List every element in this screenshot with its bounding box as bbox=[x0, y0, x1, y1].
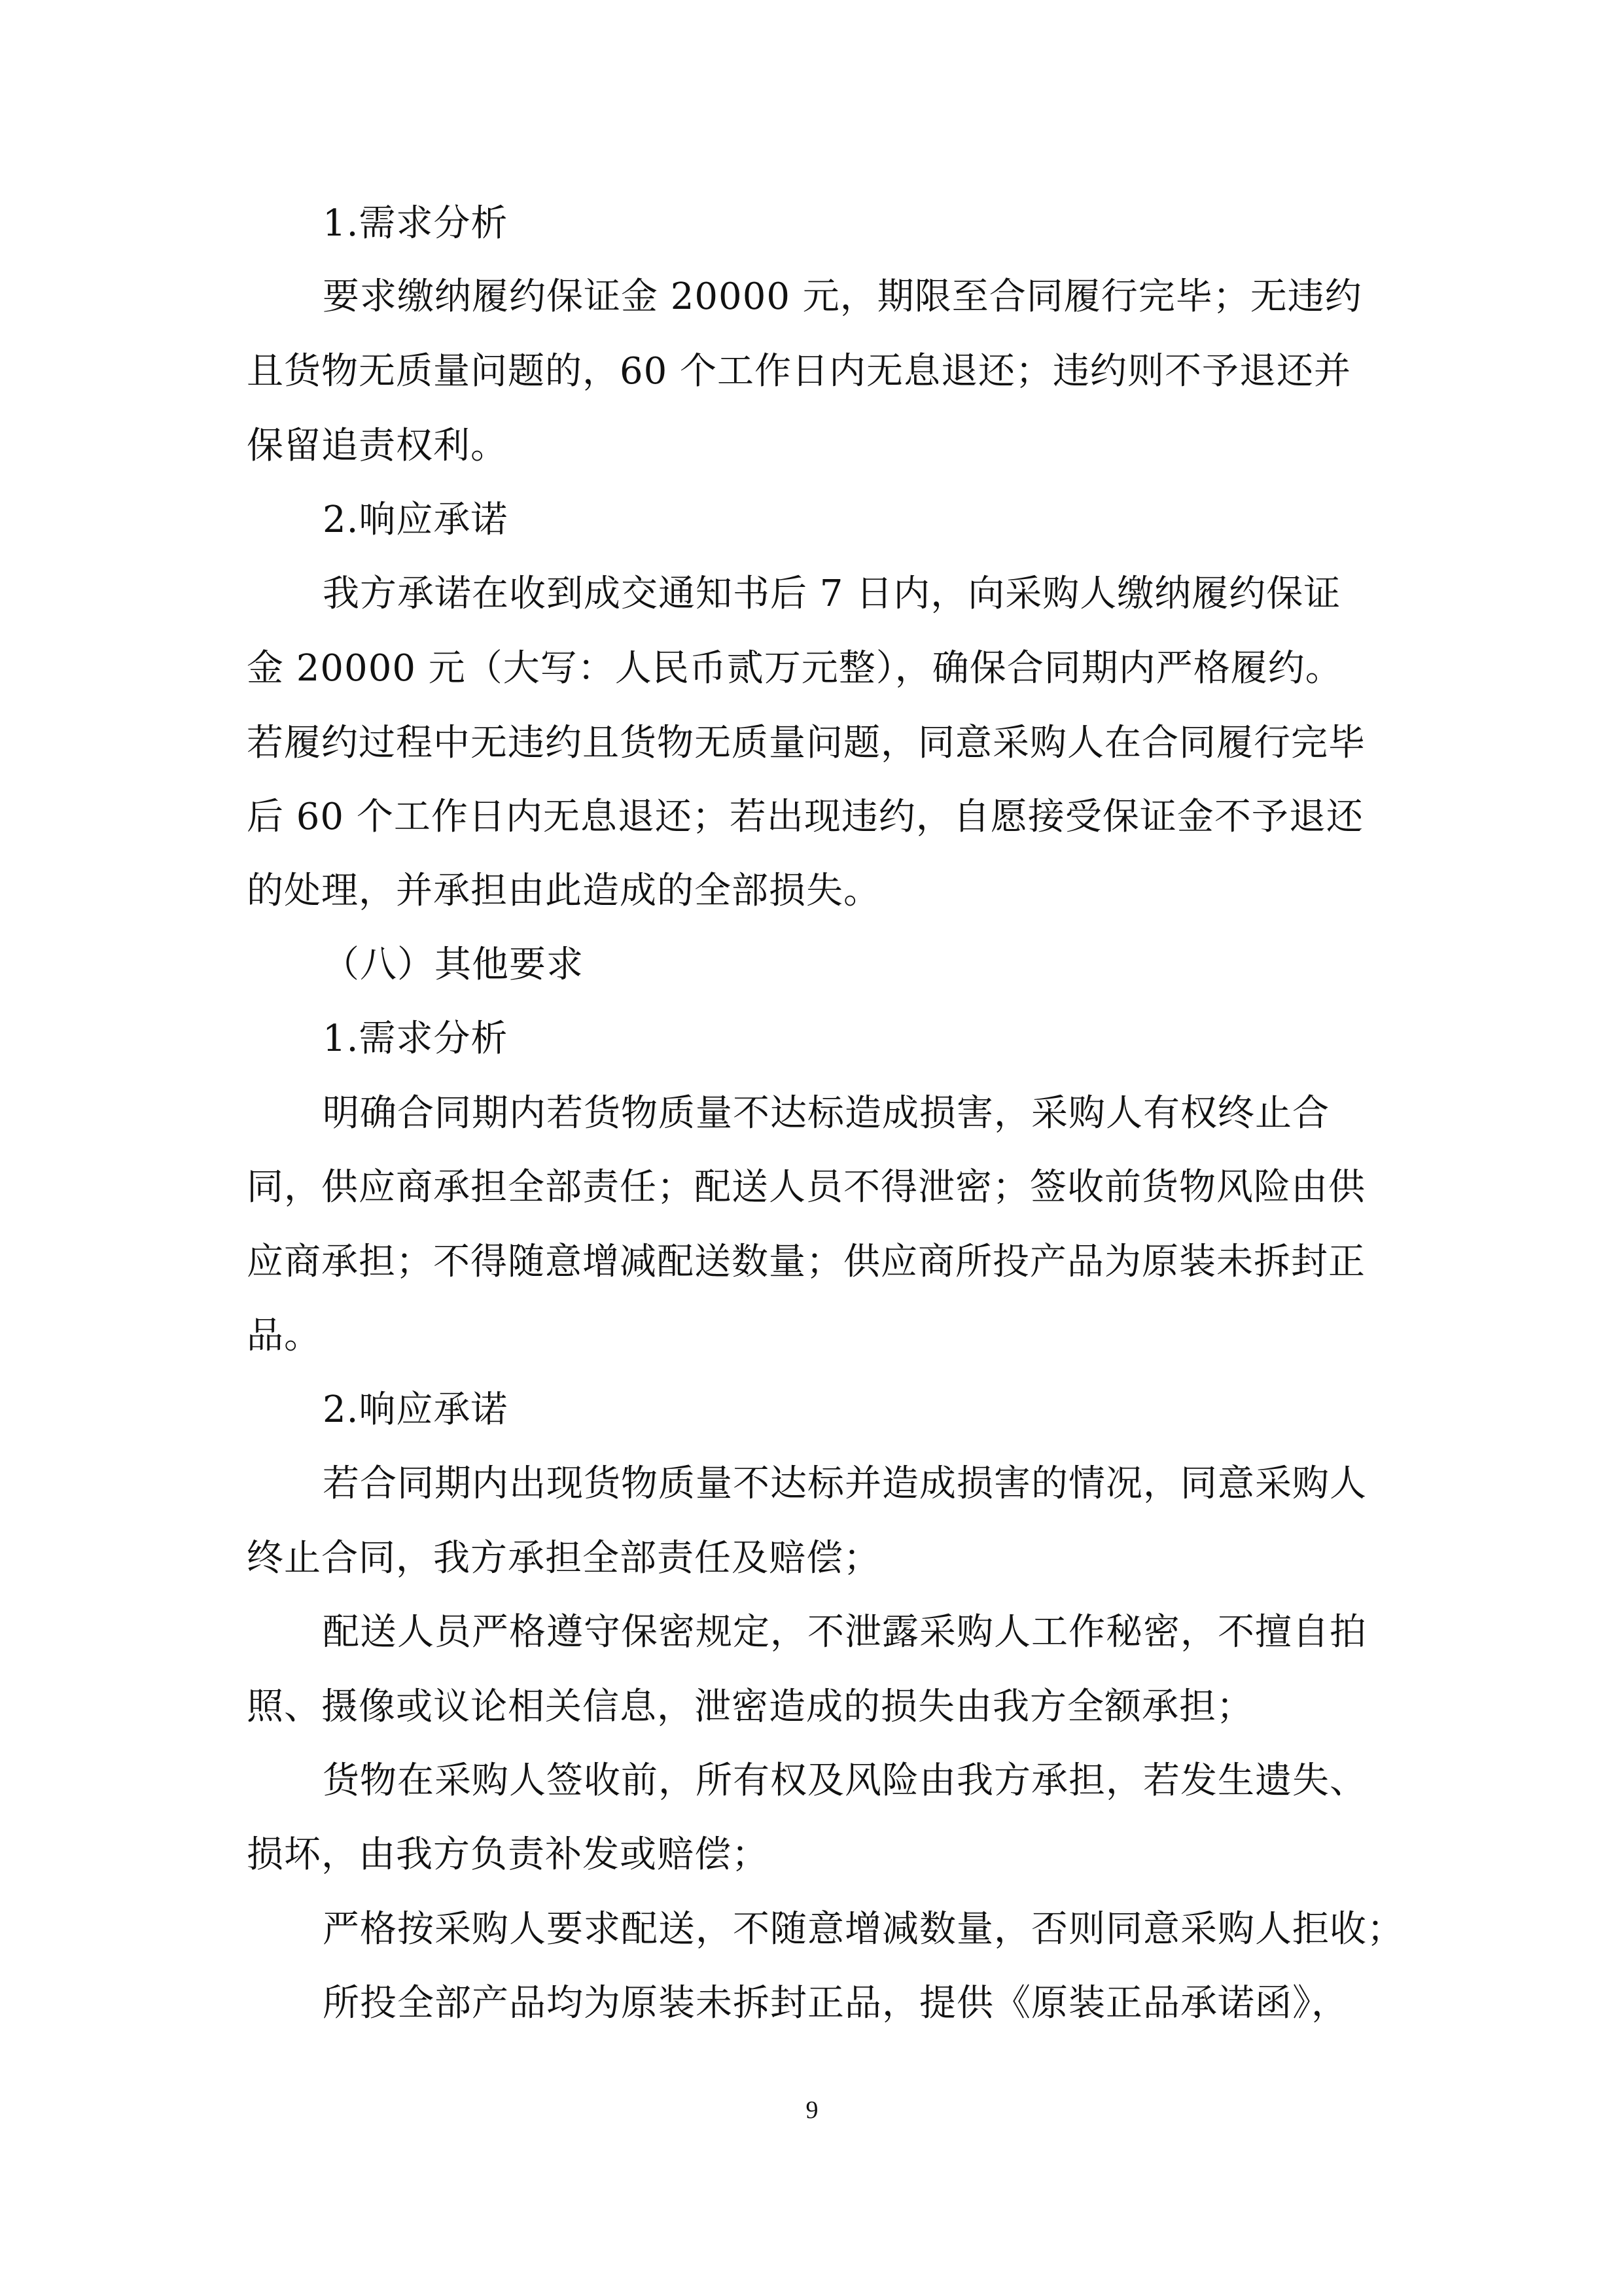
heading-demand-analysis: 1.需求分析 bbox=[323, 1017, 508, 1060]
paragraph-line: 若履约过程中无违约且货物无质量问题，同意采购人在合同履行完毕 bbox=[247, 722, 1366, 764]
heading-response-commitment: 2.响应承诺 bbox=[323, 499, 508, 541]
paragraph-line: 损坏，由我方负责补发或赔偿； bbox=[247, 1833, 769, 1876]
paragraph-line: 终止合同，我方承担全部责任及赔偿； bbox=[247, 1537, 881, 1580]
paragraph-line: 品。 bbox=[247, 1315, 321, 1357]
paragraph-line: 同，供应商承担全部责任；配送人员不得泄密；签收前货物风险由供 bbox=[247, 1166, 1366, 1209]
paragraph-line: 严格按采购人要求配送，不随意增减数量，否则同意采购人拒收； bbox=[323, 1908, 1404, 1951]
paragraph-line: 且货物无质量问题的，60 个工作日内无息退还；违约则不予退还并 bbox=[247, 350, 1352, 393]
paragraph-line: 若合同期内出现货物质量不达标并造成损害的情况，同意采购人 bbox=[323, 1462, 1367, 1505]
paragraph-line: 明确合同期内若货物质量不达标造成损害，采购人有权终止合 bbox=[323, 1092, 1330, 1135]
paragraph-line: 配送人员严格遵守保密规定，不泄露采购人工作秘密，不擅自拍 bbox=[323, 1611, 1367, 1653]
paragraph-line: 应商承担；不得随意增减配送数量；供应商所投产品为原装未拆封正 bbox=[247, 1241, 1366, 1283]
heading-demand-analysis: 1.需求分析 bbox=[323, 202, 508, 245]
section-heading-other: （八）其他要求 bbox=[323, 944, 584, 986]
paragraph-line: 要求缴纳履约保证金 20000 元，期限至合同履行完毕；无违约 bbox=[323, 275, 1362, 318]
paragraph-line: 后 60 个工作日内无息退还；若出现违约，自愿接受保证金不予退还 bbox=[247, 796, 1364, 838]
heading-response-commitment: 2.响应承诺 bbox=[323, 1388, 508, 1431]
paragraph-line: 货物在采购人签收前，所有权及风险由我方承担，若发生遗失、 bbox=[323, 1759, 1367, 1802]
paragraph-line: 的处理，并承担由此造成的全部损失。 bbox=[247, 870, 881, 912]
page-number: 9 bbox=[805, 2096, 819, 2124]
paragraph-line: 我方承诺在收到成交通知书后 7 日内，向采购人缴纳履约保证 bbox=[323, 573, 1341, 615]
paragraph-line: 保留追责权利。 bbox=[247, 425, 508, 467]
paragraph-line: 照、摄像或议论相关信息，泄密造成的损失由我方全额承担； bbox=[247, 1686, 1254, 1728]
paragraph-line: 金 20000 元（大写：人民币贰万元整），确保合同期内严格履约。 bbox=[247, 647, 1343, 690]
paragraph-line: 所投全部产品均为原装未拆封正品，提供《原装正品承诺函》， bbox=[323, 1982, 1349, 2024]
